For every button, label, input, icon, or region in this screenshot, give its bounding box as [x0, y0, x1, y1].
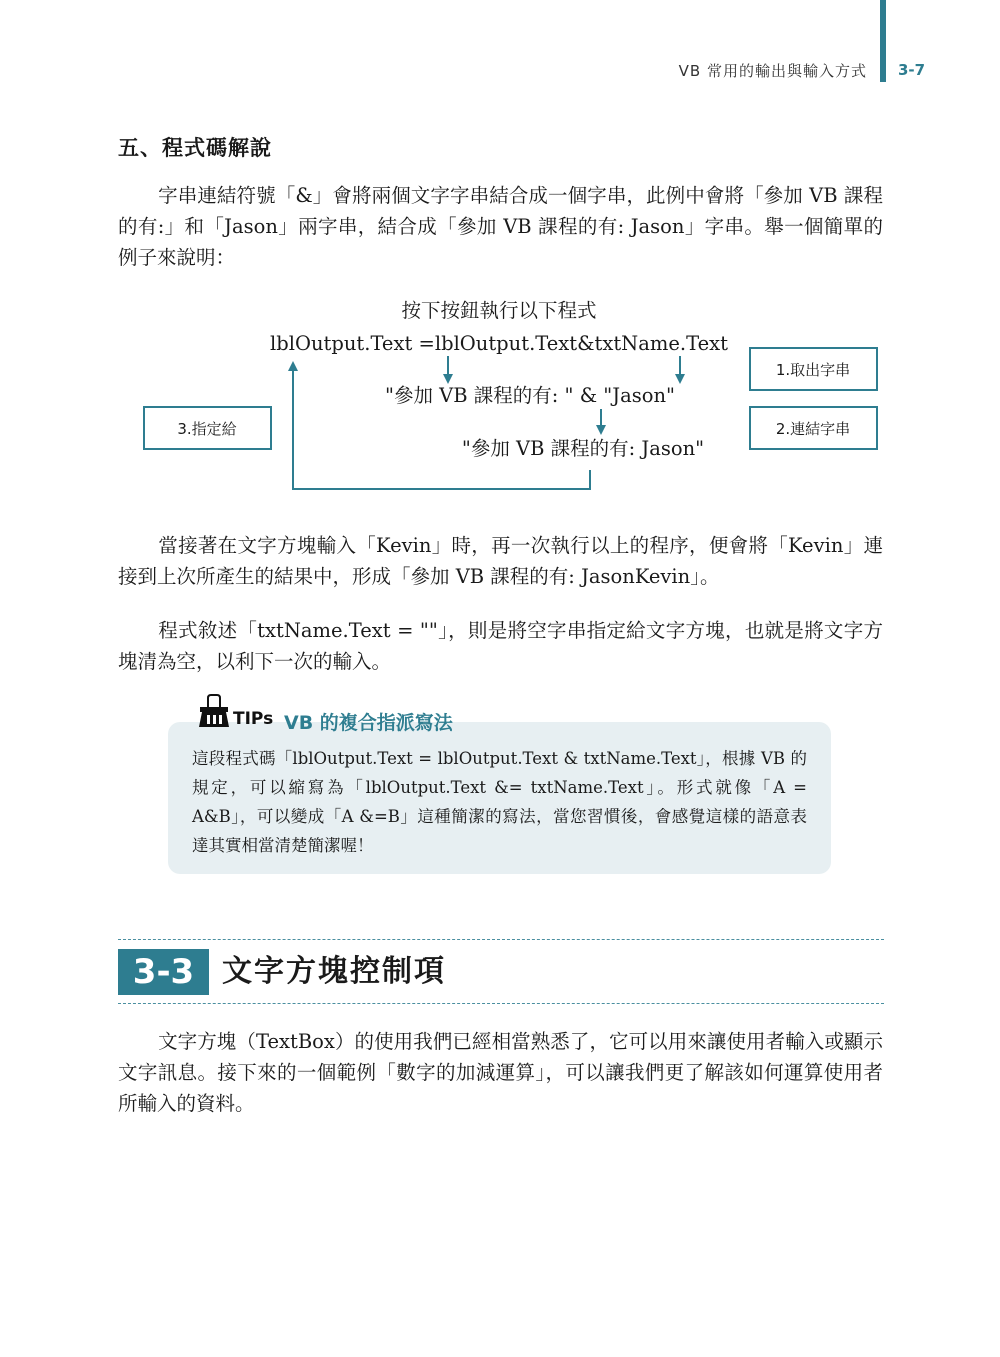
page-number: 3-7 [898, 61, 926, 79]
section-divider-bottom [118, 1003, 884, 1004]
section-title: 文字方塊控制項 [222, 954, 446, 989]
diagram-code-line: lblOutput.Text =lblOutput.Text&txtName.Text [270, 332, 728, 355]
section-divider-top [118, 939, 884, 940]
paragraph-text: 當接著在文字方塊輸入「Kevin」時，再一次執行以上的程序，便會將「Kevin」連接到上次所產生的結果中，形成「參加 VB 課程的有: JasonKevin」。 [118, 534, 883, 588]
box-retrieve-label: 1.取出字串 [775, 361, 851, 379]
section-number: 3-3 [132, 952, 195, 992]
section-heading: 五、程式碼解說 [118, 136, 272, 160]
diagram-concat-line: "參加 VB 課程的有: " & "Jason" [385, 384, 675, 407]
paragraph-concat-intro [118, 180, 883, 273]
concatenation-diagram [140, 292, 885, 502]
binder-clip-icon [198, 694, 230, 728]
diagram-result-line: "參加 VB 課程的有: Jason" [461, 437, 705, 460]
paragraph-kevin-example [118, 530, 883, 592]
paragraph-text: 字串連結符號「&」會將兩個文字字串結合成一個字串，此例中會將「參加 VB 課程的有:」和「Jason」兩字串，結合成「參加 VB 課程的有: Jason」字串。舉一個簡單的例子來說明： [118, 184, 883, 269]
header-accent-bar [880, 0, 886, 82]
paragraph-textbox-intro [118, 1026, 883, 1119]
paragraph-text: 文字方塊（TextBox）的使用我們已經相當熟悉了，它可以用來讓使用者輸入或顯示文字訊息。接下來的一個範例「數字的加減運算」，可以讓我們更了解該如何運算使用者所輸入的資料。 [118, 1030, 883, 1115]
tips-title: VB 的複合指派寫法 [284, 712, 453, 734]
box-assign-label: 3.指定給 [177, 420, 237, 438]
tips-body: 這段程式碼「lblOutput.Text = lblOutput.Text & txtName.Text」，根據 VB 的規定，可以縮寫為「lblOutput.Text &= txtName.Text」。形式就像「A = A&B」，可以變成「A &=B」這種簡潔的寫法，當您習慣後，會感覺這樣的語意表達其實相當清楚簡潔喔！ [192, 749, 807, 855]
paragraph-empty-string [118, 615, 883, 677]
running-header-title: VB 常用的輸出與輸入方式 [678, 62, 867, 80]
tips-badge: TIPs [233, 709, 274, 729]
diagram-caption: 按下按鈕執行以下程式 [401, 299, 597, 322]
box-concat-label: 2.連結字串 [775, 420, 851, 438]
paragraph-text: 程式敘述「txtName.Text = ""」，則是將空字串指定給文字方塊，也就是將文字方塊清為空，以利下一次的輸入。 [118, 619, 883, 673]
